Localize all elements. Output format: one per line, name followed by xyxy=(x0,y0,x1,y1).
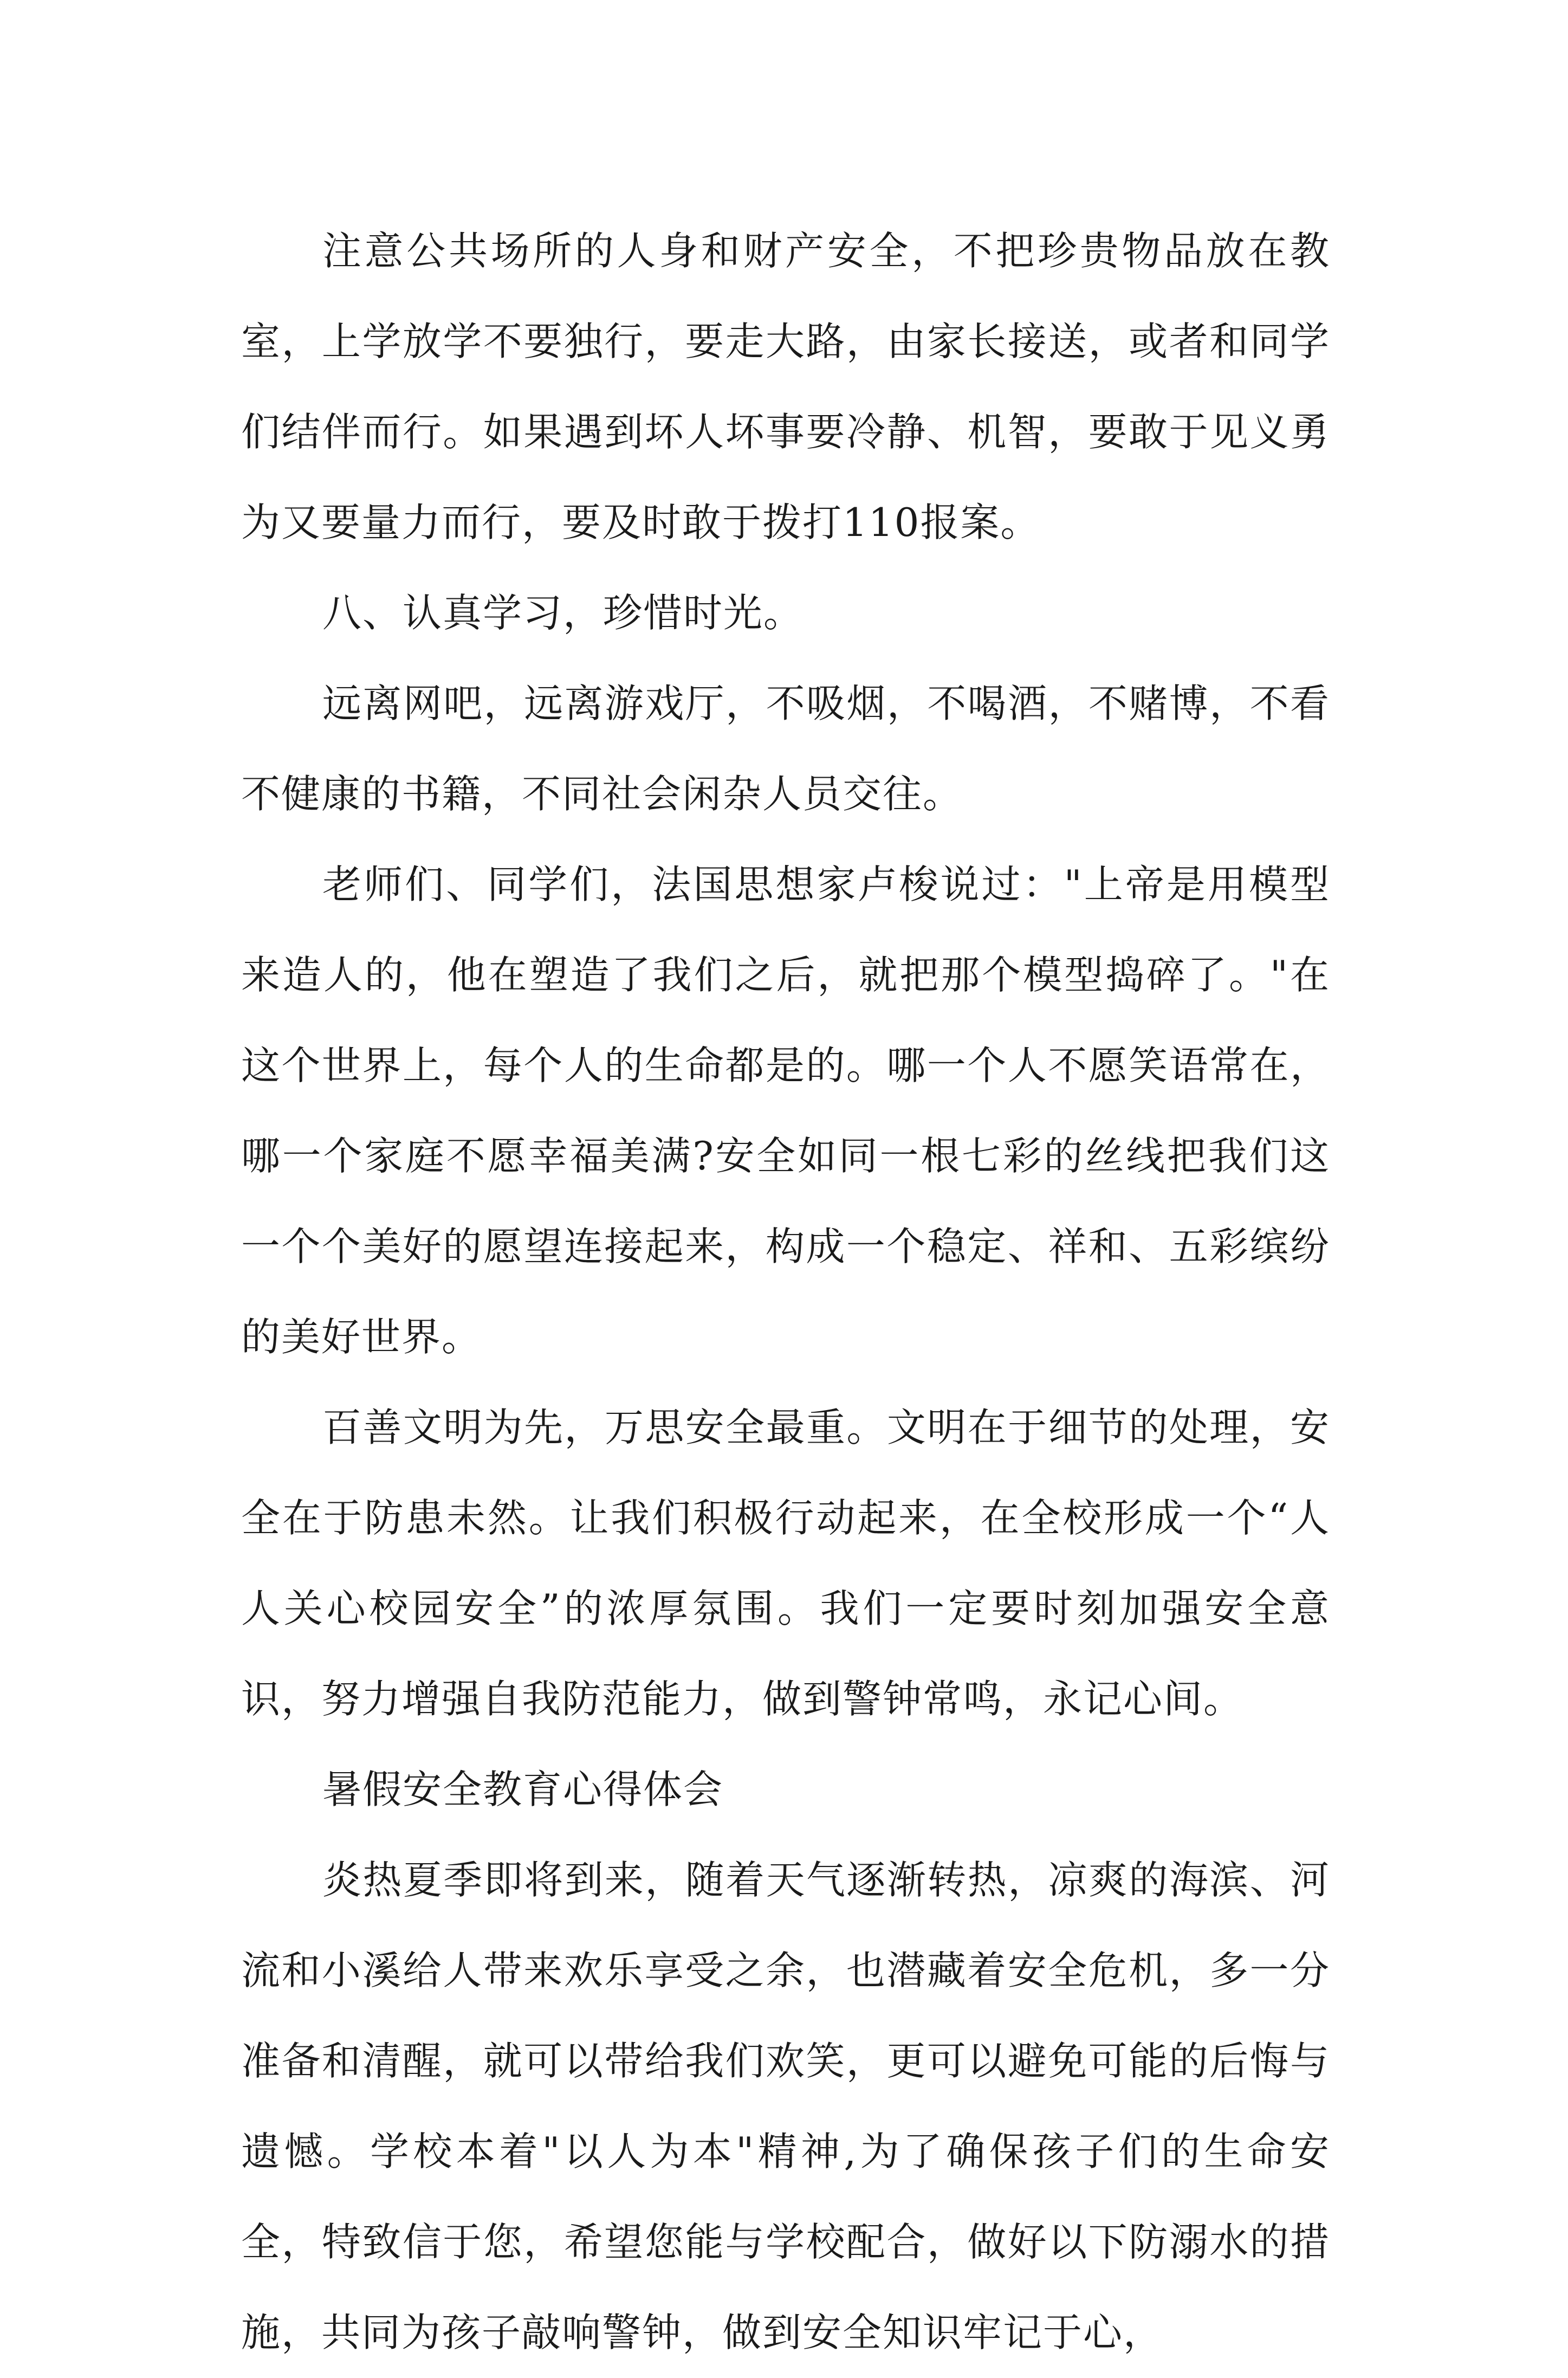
section-heading-study: 八、认真学习，珍惜时光。 xyxy=(322,590,804,636)
paragraph-stay-away: 远离网吧，远离游戏厅，不吸烟，不喝酒，不赌博，不看不健康的书籍，不同社会闲杂人员交往。 xyxy=(241,681,1330,817)
paragraph-rousseau-quote: 老师们、同学们，法国思想家卢梭说过："上帝是用模型来造人的，他在塑造了我们之后，就把那个模型捣碎了。"在这个世界上，每个人的生命都是的。哪一个人不愿笑语常在，哪一个家庭不愿幸福美满?安全如同一根七彩的丝线把我们这一个个美好的愿望连接起来，构成一个稳定、祥和、五彩缤纷的美好世界。 xyxy=(241,862,1330,1360)
paragraph-summer-drowning: 炎热夏季即将到来，随着天气逐渐转热，凉爽的海滨、河流和小溪给人带来欢乐享受之余，也潜藏着安全危机，多一分准备和清醒，就可以带给我们欢笑，更可以避免可能的后悔与遗憾。学校本着"以人为本"精神,为了确保孩子们的生命安全，特致信于您，希望您能与学校配合，做好以下防溺水的措施，共同为孩子敲响警钟，做到安全知识牢记于心， xyxy=(241,1857,1330,2355)
article-title: 暑假安全教育心得体会 xyxy=(322,1767,724,1812)
document-body xyxy=(241,206,1330,2378)
paragraph-public-safety: 注意公共场所的人身和财产安全，不把珍贵物品放在教室，上学放学不要独行，要走大路，由家长接送，或者和同学们结伴而行。如果遇到坏人坏事要冷静、机智，要敢于见义勇为又要量力而行，要及时敢于拨打110报案。 xyxy=(241,228,1330,545)
paragraph-civility-safety: 百善文明为先，万思安全最重。文明在于细节的处理，安全在于防患未然。让我们积极行动起来，在全校形成一个“人人关心校园安全”的浓厚氛围。我们一定要时刻加强安全意识，努力增强自我防范能力，做到警钟常鸣，永记心间。 xyxy=(241,1405,1330,1722)
